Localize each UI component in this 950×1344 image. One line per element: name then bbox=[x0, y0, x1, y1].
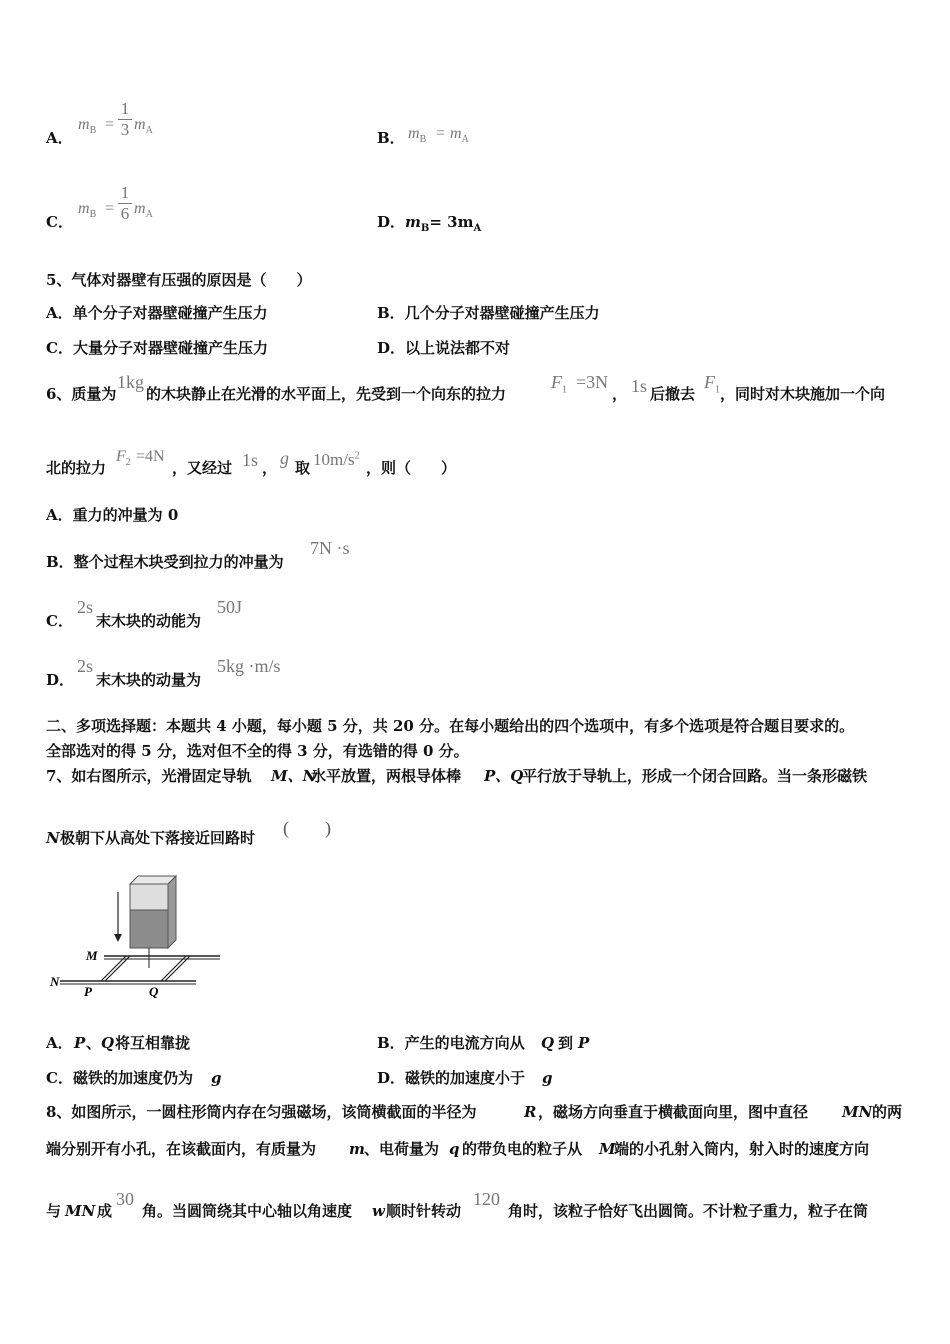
q4-option-c-label: C． bbox=[46, 213, 73, 231]
magnet-rails-diagram bbox=[46, 868, 236, 1008]
fig-label-p: P bbox=[84, 984, 92, 999]
q5-option-d: D．以上说法都不对 bbox=[377, 339, 511, 357]
section2-line1: 二、多项选择题：本题共 4 小题，每小题 5 分，共 20 分。在每小题给出的四个选项中，有多个选项是符合题目要求的。 bbox=[46, 717, 855, 735]
q5-stem: 5、气体对器壁有压强的原因是（ ） bbox=[46, 271, 312, 289]
section2-line2: 全部选对的得 5 分，选对但不全的得 3 分，有选错的得 0 分。 bbox=[46, 742, 469, 760]
fig-label-n: N bbox=[50, 974, 60, 989]
fig-label-m: M bbox=[86, 948, 98, 963]
q4-option-a-label: A． bbox=[46, 129, 73, 147]
q4-option-b-label: B． bbox=[377, 129, 405, 147]
q6-option-a: A．重力的冲量为 0 bbox=[46, 506, 179, 524]
fig-label-q: Q bbox=[149, 984, 159, 999]
q5-option-a: A．单个分子对器壁碰撞产生压力 bbox=[46, 304, 268, 322]
q7-figure bbox=[46, 868, 236, 1008]
q5-option-c: C．大量分子对器壁碰撞产生压力 bbox=[46, 339, 268, 357]
q5-option-b: B．几个分子对器壁碰撞产生压力 bbox=[377, 304, 600, 322]
q4-option-d: D．$m_B= 3m_A$ bbox=[377, 213, 482, 234]
